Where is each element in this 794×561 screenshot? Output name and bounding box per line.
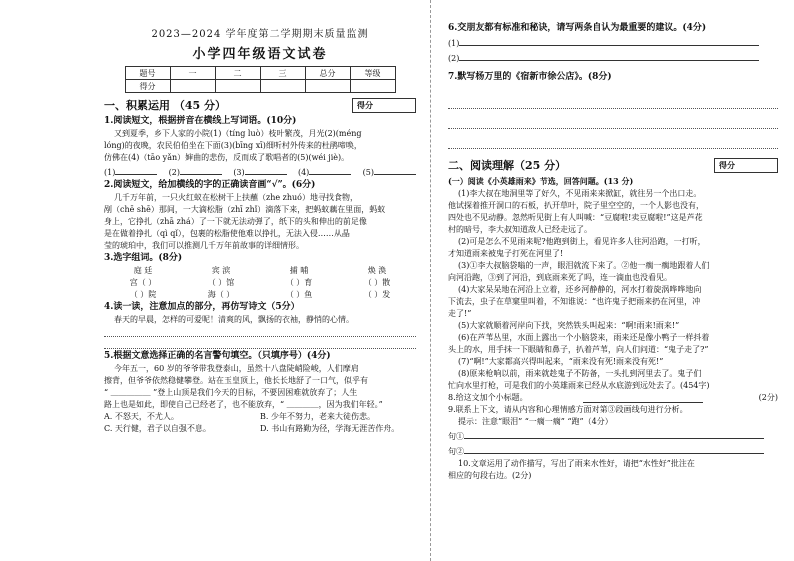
q6-answer-2 bbox=[448, 50, 778, 65]
q2-title: 2.阅读短文，给加横线的字的正确读音画“√”。(6分) bbox=[104, 180, 316, 190]
score-table-header: 总分 bbox=[305, 67, 350, 80]
q3-fill[interactable]: （ ）发 bbox=[363, 290, 391, 299]
q2-line: 剐（chē shē）那间，一大滴松脂（zhī zhǐ）滴落下来，把蚂蚁藕在里面，蚂蚁 bbox=[104, 205, 386, 214]
q4-answer-line[interactable] bbox=[104, 338, 416, 349]
passage-line: 走了!” bbox=[448, 309, 472, 318]
q3-title: 3.选字组词。(8分) bbox=[104, 253, 183, 263]
q3-fill-row bbox=[104, 277, 416, 289]
passage-line: (4)大家呆呆地在河沿上立着，还乡河静静的，河水打着旋涡哗哗地向 bbox=[458, 285, 702, 294]
q9-title: 9.联系上下文，请从内容和心理情感方面对第③段画线句进行分析。 bbox=[448, 405, 688, 414]
q5-line: 今年五一，60 岁的爷爷带我登泰山，虽然十八盘陡峭险峻，人们摩肩 bbox=[114, 364, 359, 373]
q3-word-pairs bbox=[104, 265, 416, 277]
q1-title: 1.阅读短文，根据拼音在横线上写词语。(10分) bbox=[104, 116, 297, 126]
q9-label: 句① bbox=[448, 432, 464, 441]
passage-line: 向河沿跑，③到了河沿，到底雨来死了吗，连一滴血也没看见。 bbox=[448, 273, 672, 282]
passage-line: (2)可是怎么不见雨来呢?他跑到街上，看见许多人往河沿跑，一打听， bbox=[458, 237, 706, 246]
q1-line: lóng)的夜晚，农民伯伯坐在下面(3)(bīng xī)细听村外传来的杜鹃啼唤， bbox=[104, 141, 362, 150]
q3-fill[interactable]: 海（ ） bbox=[207, 290, 235, 299]
passage-line: 村的暗号，李大叔知道敌人已经走远了。 bbox=[448, 225, 592, 234]
score-cell[interactable] bbox=[215, 80, 260, 93]
q9-answer-2 bbox=[448, 443, 778, 458]
section-1-score-box[interactable]: 得分 bbox=[352, 98, 416, 113]
q4-title: 4.读一读，注意加点的部分，再仿写诗文（5分） bbox=[104, 302, 300, 312]
q6-label: (1) bbox=[448, 39, 460, 48]
q3-pair: 庭 廷 bbox=[133, 266, 153, 275]
q6-label: (2) bbox=[448, 54, 460, 63]
exam-title: 小学四年级语文试卷 bbox=[192, 47, 328, 62]
q9-label: 句② bbox=[448, 447, 464, 456]
q5-option: A. 不怒天，不尤人。 bbox=[104, 412, 179, 421]
q1-blank[interactable] bbox=[374, 164, 416, 175]
q5-title: 5.根据文意选择正确的名言警句填空。（只填序号）(4分) bbox=[104, 351, 331, 361]
passage-line: (6)在芦苇丛里，水面上露出一个小脑袋来，雨来还是像小鸭子一样抖着 bbox=[458, 333, 710, 342]
section-2-header bbox=[448, 157, 778, 173]
q9-answer-line[interactable] bbox=[464, 428, 764, 439]
q5-options bbox=[104, 411, 416, 423]
score-table-row-label: 得分 bbox=[125, 80, 170, 93]
year-title: 2023—2024 学年度第二学期期末质量监测 bbox=[151, 29, 369, 40]
q1-line: 仿佛在(4)（tāo yǎn）婶曲的悲伤，反而成了歌唱者的(5)(wéi jiè)。 bbox=[104, 153, 350, 162]
q7-answer-line[interactable] bbox=[448, 110, 778, 129]
q8-answer-line[interactable] bbox=[583, 392, 703, 403]
q1-blank-label: (1) bbox=[104, 168, 116, 177]
score-table-header: 二 bbox=[215, 67, 260, 80]
q7-answer-line[interactable] bbox=[448, 130, 778, 149]
score-table bbox=[125, 66, 396, 93]
passage-line: 他试探着推开洞口的石板，扒开草叶，院子里空空的，一个人影也没有， bbox=[448, 201, 704, 210]
q6-answer-line[interactable] bbox=[459, 50, 759, 61]
q1-blank[interactable] bbox=[309, 164, 351, 175]
q5-line: 擦背，但爷爷依然稳健攀登。站在玉皇顶上，他长长地舒了一口气，似乎有 bbox=[104, 376, 368, 385]
passage-line: (7)“啊!”大家都高兴得叫起来，“雨来没有死!雨来没有死!” bbox=[458, 357, 664, 366]
q2-line: 身上，它挣扎（zhā zhá）了一下就无法动弹了，纸下的头和伸出的前足像 bbox=[104, 217, 367, 226]
section-2-score-box[interactable]: 得分 bbox=[714, 158, 778, 173]
q1-line: 又到夏季，乡下人家的小院(1)（tíng luò）枝叶繁茂，月光(2)(méng bbox=[114, 129, 362, 138]
score-cell[interactable] bbox=[260, 80, 305, 93]
score-cell[interactable] bbox=[170, 80, 215, 93]
q6-answer-1 bbox=[448, 35, 778, 50]
score-table-header: 三 bbox=[260, 67, 305, 80]
q1-blank[interactable] bbox=[115, 164, 157, 175]
q6-title: 6.交朋友都有标准和秘诀，请写两条自认为最重要的建议。(4分) bbox=[448, 23, 707, 33]
q3-fill[interactable]: （ ）院 bbox=[129, 290, 157, 299]
q8-title: 8.给这文加个小标题。 bbox=[448, 393, 528, 402]
passage-line: 忙向水里打枪，可是我们的小英雄雨来已经从水底游到远处去了。(454字) bbox=[448, 381, 710, 390]
passage-line: (5)大家就顺着河岸向下找，突然铁头叫起来：“啊!雨来!雨来!” bbox=[458, 321, 680, 330]
q6-answer-line[interactable] bbox=[459, 35, 759, 46]
q9-answer-1 bbox=[448, 428, 778, 443]
score-cell[interactable] bbox=[305, 80, 350, 93]
passage-line: (1)李大叔在地洞里等了好久，不见雨来来掀缸，就往另一个出口走。 bbox=[458, 189, 702, 198]
q3-fill[interactable]: 宫（ ） bbox=[129, 278, 157, 287]
q2-line: 几千万年前，一只火红蚁在松树干上扶蘸（zhe zhuó）地寻找食物， bbox=[114, 193, 358, 202]
passage-title: (一）阅读《小英雄雨来》节选，回答问题。(13 分) bbox=[448, 176, 634, 186]
q3-fill-row bbox=[104, 289, 416, 301]
q9-hint: 提示：注意“眼泪” “一瘸一瘸” “跑”（4分） bbox=[458, 417, 613, 426]
q1-blanks bbox=[104, 164, 416, 179]
q1-blank-label: (4) bbox=[297, 168, 310, 177]
q1-blank[interactable] bbox=[180, 164, 222, 175]
q5-option: D. 书山有路勤为径，学海无涯苦作舟。 bbox=[260, 424, 400, 433]
q3-pair: 宾 滨 bbox=[211, 266, 231, 275]
passage-line: 头上的水，用手抹一下眼睛和鼻子，扒着芦苇，向人们问道：“鬼子走了?” bbox=[448, 345, 709, 354]
section-1-title: 一、积累运用 （45 分） bbox=[104, 99, 226, 112]
passage-line: (8)原来枪响以前，雨来就趁鬼子不防备，一头扎到河里去了。鬼子们 bbox=[458, 369, 702, 378]
passage-line: 四处也不见动静。忽然听见街上有人叫喊：“豆腐啦!卖豆腐啦!”这是芦花 bbox=[448, 213, 703, 222]
q5-line: 路上也是如此，即使自己已经老了，也不能放弃，“ ＿＿＿＿，因为我们年轻。” bbox=[104, 400, 383, 409]
q1-blank[interactable] bbox=[245, 164, 287, 175]
score-cell[interactable] bbox=[350, 80, 395, 93]
q7-answer-line[interactable] bbox=[448, 90, 778, 109]
score-table-header: 题号 bbox=[125, 67, 170, 80]
q3-fill[interactable]: （ ）散 bbox=[363, 278, 391, 287]
right-column bbox=[432, 0, 794, 561]
q3-fill[interactable]: （ ）鱼 bbox=[285, 290, 313, 299]
passage-line: (3)①李大叔脑袋嗡的一声，眼泪就流下来了。②他一瘸一瘸地跟着人们 bbox=[458, 261, 710, 270]
q4-line: 春天的早晨，怎样的可爱呢！清爽的风，飘扬的衣袖，静悄的心情。 bbox=[114, 315, 354, 324]
q2-line: 是在做着挣扎（qì qǐ），包裹的松脂使他难以挣扎，无法入侵……从晶 bbox=[104, 229, 350, 238]
q3-fill[interactable]: （ ）育 bbox=[285, 278, 313, 287]
score-table-header: 一 bbox=[170, 67, 215, 80]
q5-option: B. 少年不努力，老来大徒伤悲。 bbox=[260, 412, 375, 421]
passage-line: 下流去，虫子在草窠里叫着，不知谁说：“也许鬼子把雨来扔在河里，冲 bbox=[448, 297, 701, 306]
q1-blank-label: (2) bbox=[168, 168, 180, 177]
q10-line: 相应的句段右边。(2分) bbox=[448, 471, 532, 480]
q7-title: 7.默写杨万里的《宿新市徐公店》。(8分) bbox=[448, 72, 612, 82]
q5-options bbox=[104, 423, 416, 435]
q10-line: 10.文章运用了动作描写，写出了雨来水性好，请把“水性好”批注在 bbox=[458, 459, 695, 468]
q8-score: (2分) bbox=[758, 393, 778, 402]
q4-answer-line[interactable] bbox=[104, 326, 416, 337]
q3-pair: 捕 哺 bbox=[289, 266, 309, 275]
q1-blank-label: (5) bbox=[362, 168, 374, 177]
q8-row bbox=[448, 392, 778, 404]
q5-line: “ ＿＿＿＿＿ ”登上山顶是我们今天的目标，不要因困难就放弃了；人生 bbox=[104, 388, 358, 397]
section-2-title: 二、阅读理解（25 分） bbox=[448, 159, 567, 172]
passage-line: 才知道雨来被鬼子打死在河里了! bbox=[448, 249, 564, 258]
q1-blank-label: (3) bbox=[233, 168, 245, 177]
q2-line: 莹的琥珀中，我们可以推测几千万年前故事的详细情形。 bbox=[104, 241, 304, 250]
score-table-header: 等级 bbox=[350, 67, 395, 80]
q3-fill[interactable]: （ ）馆 bbox=[207, 278, 235, 287]
q9-answer-line[interactable] bbox=[464, 443, 764, 454]
section-1-header bbox=[104, 97, 416, 113]
q3-pair: 焕 涣 bbox=[367, 266, 387, 275]
q5-option: C. 天行健，君子以自强不息。 bbox=[104, 424, 211, 433]
